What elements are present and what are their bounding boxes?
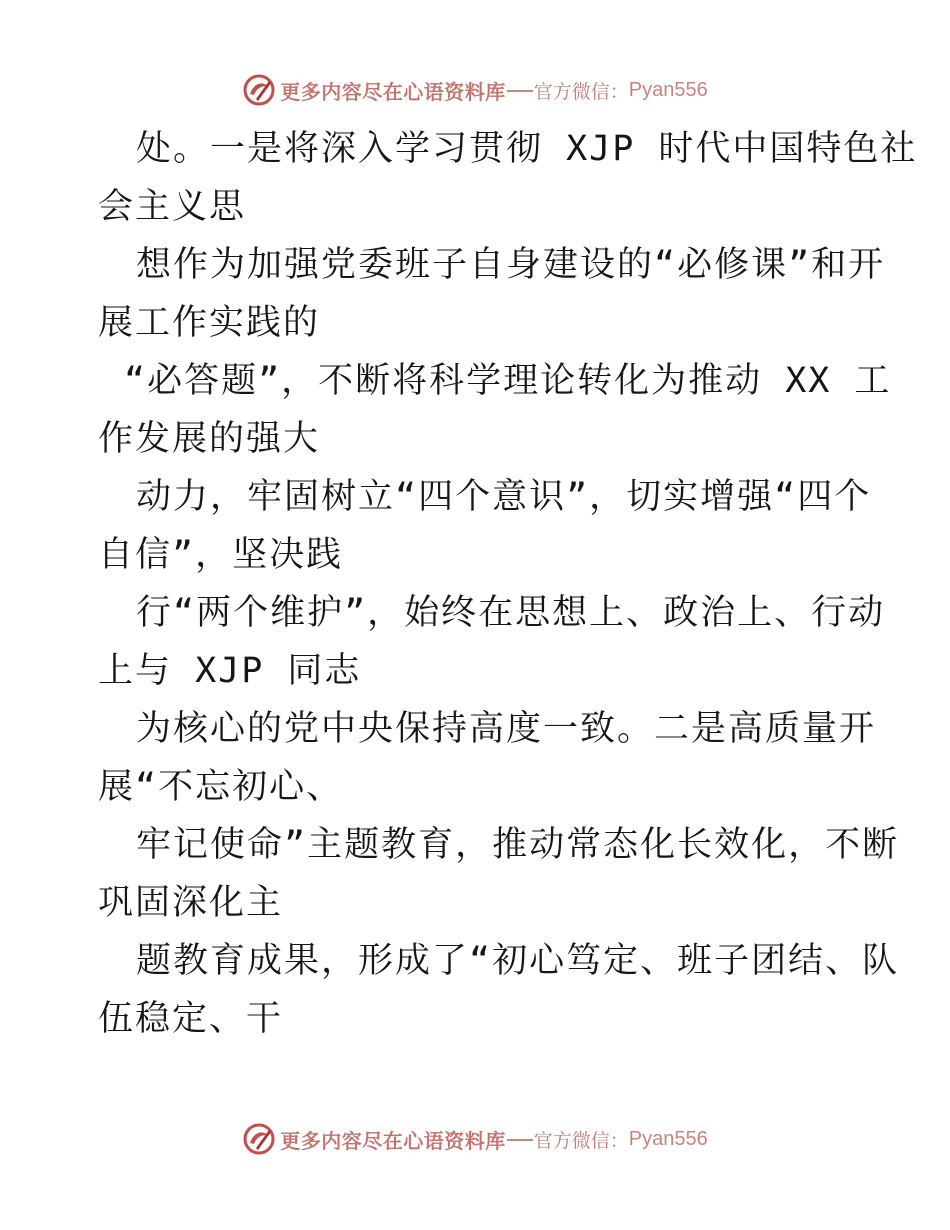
footer-watermark — [0, 1122, 950, 1156]
body-line: 展“不忘初心、 — [98, 767, 344, 807]
watermark-brand-text: 更多内容尽在心语资料库 — [280, 79, 506, 104]
red-swirl-logo-icon — [242, 73, 276, 107]
body-line: 巩固深化主 — [98, 883, 284, 923]
watermark-dash — [507, 90, 533, 92]
watermark-account-id: Pyan556 — [628, 1127, 708, 1150]
header-watermark — [0, 73, 950, 107]
body-line: 处。一是将深入学习贯彻 XJP 时代中国特色社 — [136, 129, 918, 169]
body-line: 想作为加强党委班子自身建设的“必修课”和开 — [136, 245, 886, 285]
body-line: 上与 XJP 同志 — [98, 651, 362, 691]
watermark-dash — [507, 1139, 533, 1141]
watermark-official-text: 官方微信： — [533, 80, 629, 103]
body-line: 动力，牢固树立“四个意识”，切实增强“四个 — [136, 477, 872, 517]
watermark-official-text: 官方微信： — [533, 1129, 629, 1152]
body-line: 题教育成果，形成了“初心笃定、班子团结、队 — [136, 941, 900, 981]
body-line: 会主义思 — [98, 187, 247, 227]
body-line: 为核心的党中央保持高度一致。二是高质量开 — [136, 709, 877, 749]
body-line: 展工作实践的 — [98, 303, 321, 343]
body-line: 自信”，坚决践 — [98, 535, 344, 575]
watermark-account-id: Pyan556 — [628, 78, 708, 101]
watermark-brand-text: 更多内容尽在心语资料库 — [280, 1128, 506, 1153]
body-line: 作发展的强大 — [98, 419, 321, 459]
document-body — [98, 120, 918, 1048]
body-line: “必答题”，不断将科学理论转化为推动 XX 工 — [124, 361, 892, 401]
body-line: 行“两个维护”，始终在思想上、政治上、行动 — [136, 593, 886, 633]
red-swirl-logo-icon — [242, 1122, 276, 1156]
body-line: 伍稳定、干 — [98, 999, 284, 1039]
body-line: 牢记使命”主题教育，推动常态化长效化，不断 — [136, 825, 900, 865]
